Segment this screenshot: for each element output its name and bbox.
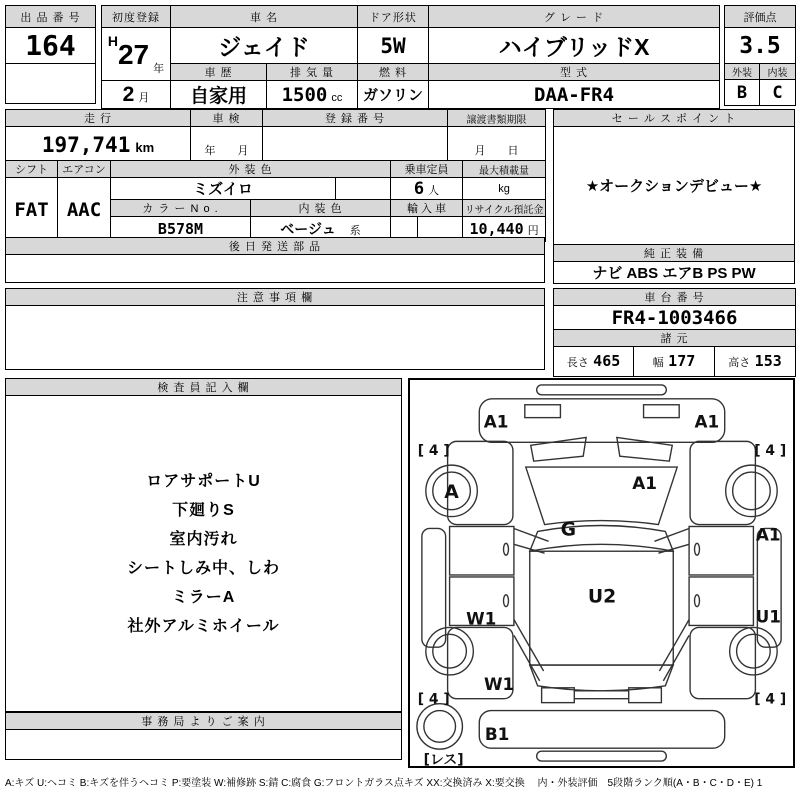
recycle-fee-label: リサイクル預託金 (463, 200, 546, 217)
damage-label-front-bumper-left: A1 (483, 411, 509, 432)
inspector-note: 下廻りS (172, 501, 235, 519)
inspector-note: 室内汚れ (169, 530, 238, 548)
max-load-label: 最大積載量 (463, 161, 546, 178)
tire-depth-rear-left: [ 4 ] (417, 691, 450, 708)
damage-label-rear-bumper: B1 (484, 724, 510, 745)
later-parts-value (6, 255, 545, 283)
tail-garnish-lines (574, 691, 628, 699)
registration-number-value (263, 127, 448, 163)
notice-value (6, 306, 545, 370)
exterior-grade-label: 外装 (725, 64, 760, 80)
shift-value: FAT (6, 178, 58, 242)
fuel-label: 燃 料 (358, 64, 429, 81)
wheel-rear-right-inner (737, 634, 771, 668)
history-value: 自家用 (171, 81, 267, 109)
mileage-row-box (5, 109, 546, 163)
inspector-note: シートしみ中、しわ (126, 559, 280, 577)
office-info-value (6, 730, 402, 760)
score-value: 3.5 (725, 28, 796, 64)
door-shape-value: 5W (358, 28, 429, 64)
car-name-label: 車 名 (171, 6, 358, 28)
spec-width: 幅 177 (634, 347, 715, 377)
office-info-label: 事 務 局 よ り ご 案 内 (6, 713, 402, 730)
later-parts-label: 後 日 発 送 部 品 (6, 238, 545, 255)
lot-number-box (5, 5, 96, 104)
color-no-label: カ ラ ー N o . (111, 200, 251, 217)
legend-text: A:キズ U:ヘコミ B:キズを伴うヘコミ P:要塗装 W:補修跡 S:錆 C:腐食 G:フロントガラス点キズ XX:交換済み X:要交換 内・外装評価 5段階ランク順(A・B・C・D・E) 1 (5, 778, 763, 789)
damage-label-right-side-upper: A1 (755, 524, 781, 545)
max-load-value: kg (463, 178, 546, 200)
wheel-front-right-inner (733, 472, 771, 510)
mileage-label: 走 行 (6, 110, 191, 127)
tire-depth-front-left: [ 4 ] (417, 443, 450, 460)
transfer-deadline-value: 月 日 (448, 127, 546, 163)
capacity-label: 乗車定員 (391, 161, 463, 178)
tire-depth-front-right: [ 4 ] (754, 443, 787, 460)
sales-point-value: ★オークションデビュー★ (554, 127, 795, 245)
front-vent-left-shape (525, 405, 561, 418)
exterior-color-value: ミズイロ (111, 178, 336, 200)
inspector-note: ミラーA (171, 588, 236, 606)
score-box (724, 5, 796, 106)
capacity-value: 6 人 (391, 178, 463, 200)
door-handle-right-rear (695, 595, 700, 607)
door-shape-label: ドア形状 (358, 6, 429, 28)
rear-bottom-strip-shape (537, 751, 667, 761)
interior-color-value: ベージュ 系 (251, 217, 391, 242)
inspector-note: ロアサポートU (146, 472, 261, 490)
door-handle-left-front (504, 543, 509, 555)
inspector-note: 社外アルミホイール (127, 617, 280, 635)
equipment-label: 純 正 装 備 (554, 245, 795, 262)
spare-tire-label: [レス] (423, 752, 464, 766)
first-registration-year: H27 $_年$ (102, 28, 171, 81)
door-right-front-shape (689, 526, 753, 574)
rear-fender-right-shape (690, 627, 755, 698)
fuel-value: ガソリン (358, 81, 429, 109)
import-label: 輸 入 車 (391, 200, 463, 217)
interior-color-label: 内 装 色 (251, 200, 391, 217)
roof-shape (530, 551, 674, 665)
windshield-shape (530, 525, 674, 551)
displacement-value: 1500 cc (267, 81, 358, 109)
model-code-value: DAA-FR4 (429, 81, 720, 109)
sales-point-box (553, 109, 795, 284)
inspection-value: 年 月 (191, 127, 263, 163)
lot-number-label: 出 品 番 号 (6, 6, 96, 28)
inspector-notes-box (5, 378, 402, 712)
notice-box (5, 288, 545, 370)
first-registration-label: 初度登録 (102, 6, 171, 28)
wheel-front-right (726, 465, 777, 516)
car-damage-diagram (410, 380, 793, 766)
specs-label: 諸 元 (554, 330, 796, 347)
door-right-rear-shape (689, 577, 753, 625)
recycle-fee-value: 10,440 円 (463, 217, 546, 242)
front-bumper-shape (479, 399, 724, 443)
spare-tire-inner (424, 711, 456, 743)
inspector-notes-label: 検 査 員 記 入 欄 (6, 379, 402, 396)
damage-label-hood: A1 (632, 472, 657, 493)
exterior-color-label: 外 装 色 (111, 161, 391, 178)
shift-label: シフト (6, 161, 58, 178)
inspector-notes-body (6, 396, 402, 712)
model-code-label: 型 式 (429, 64, 720, 81)
car-name-value: ジェイド (171, 28, 358, 64)
damage-label-right-sill: U1 (755, 606, 781, 627)
front-fender-right-shape (690, 441, 755, 524)
spec-length: 長さ 465 (554, 347, 634, 377)
damage-label-wheel-front-left: A (444, 481, 459, 503)
exterior-grade-value: B (725, 80, 760, 106)
notice-label: 注 意 事 項 欄 (6, 289, 545, 306)
spec-height: 高さ 153 (715, 347, 796, 377)
lot-number-empty-cell (6, 64, 96, 104)
headlight-right-shape (617, 437, 672, 461)
later-parts-box (5, 237, 545, 283)
door-handle-right-front (695, 543, 700, 555)
car-damage-diagram-box (408, 378, 795, 768)
front-vent-right-shape (644, 405, 680, 418)
mileage-value: 197,741 km (6, 127, 191, 163)
inspection-label: 車 検 (191, 110, 263, 127)
registration-number-label: 登 録 番 号 (263, 110, 448, 127)
exterior-color-suffix-cell (336, 178, 391, 200)
front-top-strip-shape (537, 385, 667, 395)
first-registration-month: 2 月 (102, 81, 171, 109)
tire-depth-rear-right: [ 4 ] (754, 691, 787, 708)
sill-right-shape (757, 528, 781, 647)
chassis-box (553, 288, 796, 377)
rear-window-shape (530, 665, 674, 691)
grade-value: ハイブリッドX (429, 28, 720, 64)
grade-label: グ レ ー ド (429, 6, 720, 28)
sales-point-label: セ ー ル ス ポ イ ン ト (554, 110, 795, 127)
wheel-rear-left-inner (433, 634, 467, 668)
interior-grade-label: 内装 (760, 64, 796, 80)
equipment-value: ナビ ABS エアB PS PW (554, 262, 795, 284)
aircon-label: エアコン (58, 161, 111, 178)
chassis-number-label: 車 台 番 号 (554, 289, 796, 306)
damage-label-glass: G (560, 519, 577, 541)
vehicle-header-box (101, 5, 720, 109)
rear-bumper-shape (479, 711, 724, 749)
sill-left-shape (422, 528, 446, 647)
transfer-deadline-label: 譲渡書類期限 (448, 110, 546, 127)
door-handle-left-rear (504, 595, 509, 607)
lot-number-value: 164 (6, 28, 96, 64)
door-left-front-shape (450, 526, 514, 574)
interior-grade-value: C (760, 80, 796, 106)
office-info-box (5, 712, 402, 760)
score-label: 評価点 (725, 6, 796, 28)
damage-label-left-door-lower: W1 (483, 673, 515, 694)
color-no-value: B578M (111, 217, 251, 242)
damage-label-roof: U2 (587, 586, 617, 608)
chassis-number-value: FR4-1003466 (554, 306, 796, 330)
history-label: 車 歴 (171, 64, 267, 81)
damage-label-left-door-upper: W1 (466, 608, 497, 629)
color-capacity-box (5, 160, 546, 242)
aircon-value: AAC (58, 178, 111, 242)
damage-label-front-bumper-right: A1 (694, 411, 720, 432)
headlight-left-shape (531, 437, 586, 461)
displacement-label: 排 気 量 (267, 64, 358, 81)
